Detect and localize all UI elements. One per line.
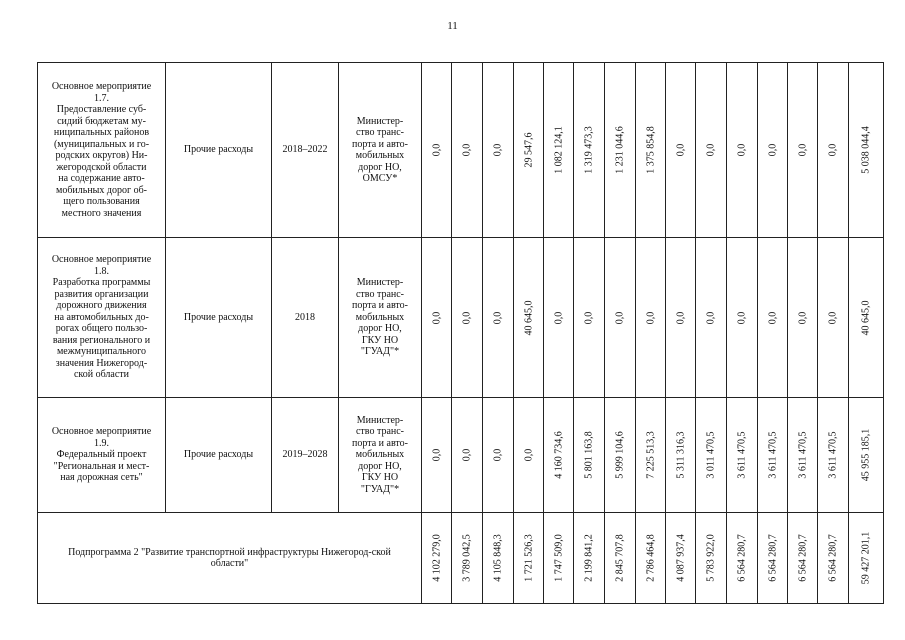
- value-text: 4 102 279,0: [430, 534, 442, 582]
- measure-line: Разработка программы: [52, 277, 151, 289]
- period-cell: 2018: [272, 238, 339, 398]
- value-text: 4 105 848,3: [492, 534, 504, 582]
- value-text: 5 783 922,0: [705, 534, 717, 582]
- value-cell: [422, 63, 452, 238]
- value-cell: [727, 63, 758, 238]
- value-cell: [636, 238, 666, 398]
- measure-line: ная дорожная сеть": [60, 472, 143, 484]
- value-cell: [818, 63, 849, 238]
- value-cell: [605, 238, 636, 398]
- executor-line: ОМСУ*: [362, 173, 398, 184]
- value-cell: [696, 398, 727, 513]
- value-text: 0,0: [705, 311, 717, 324]
- value-text: 0,0: [827, 143, 839, 157]
- measure-line: Предоставление суб-: [56, 104, 147, 115]
- value-cell: [483, 398, 514, 513]
- executor-cell: [339, 238, 422, 398]
- subprogram-value-cell: [483, 513, 514, 604]
- value-cell: [818, 238, 849, 398]
- value-cell: [758, 398, 788, 513]
- table-row: [38, 238, 884, 398]
- value-cell: [788, 63, 818, 238]
- value-cell: [666, 238, 696, 398]
- measure-cell: [38, 63, 166, 238]
- value-text: 0,0: [674, 143, 686, 157]
- value-cell: [452, 63, 483, 238]
- measure-line: ской области: [73, 369, 130, 381]
- executor-line: порта и авто-: [352, 437, 408, 449]
- executor-line: ство транс-: [355, 288, 404, 300]
- value-cell: [636, 398, 666, 513]
- value-cell: [605, 63, 636, 238]
- value-text: 1 319 473,3: [583, 126, 595, 174]
- executor-line: Министер-: [356, 115, 404, 127]
- measure-line: значения Нижегород-: [55, 357, 148, 369]
- value-cell: [422, 398, 452, 513]
- measure-cell: [38, 398, 166, 513]
- value-cell: [544, 238, 574, 398]
- executor-line: порта и авто-: [352, 300, 408, 312]
- value-cell: [696, 63, 727, 238]
- value-text: 6 564 280,7: [827, 534, 839, 582]
- value-cell: [452, 238, 483, 398]
- value-text: 40 645,0: [522, 300, 534, 335]
- value-cell: [849, 63, 884, 238]
- value-text: 2 786 464,8: [644, 534, 656, 582]
- executor-cell: [339, 63, 422, 238]
- value-text: 6 564 280,7: [766, 534, 778, 582]
- value-text: 4 160 734,6: [552, 431, 564, 479]
- value-text: 0,0: [461, 448, 473, 462]
- value-text: 0,0: [522, 448, 534, 462]
- executor-line: мобильных: [355, 150, 405, 161]
- measure-line: на содержание авто-: [58, 173, 145, 184]
- executor-line: мобильных: [355, 311, 405, 323]
- measure-line: (муниципальных и го-: [53, 138, 150, 150]
- table-row: [38, 63, 884, 238]
- value-cell: [788, 398, 818, 513]
- value-cell: [636, 63, 666, 238]
- measure-line: Основное мероприятие: [51, 81, 152, 92]
- measure-line: 1.7.: [94, 92, 109, 104]
- executor-line: дорог НО,: [358, 323, 402, 335]
- expense-category: Прочие расходы: [166, 63, 272, 238]
- value-text: 40 645,0: [860, 300, 872, 335]
- value-cell: [514, 238, 544, 398]
- value-cell: [514, 398, 544, 513]
- value-text: 3 611 470,5: [796, 431, 808, 479]
- measure-line: Основное мероприятие: [51, 426, 152, 438]
- value-cell: [849, 238, 884, 398]
- measure-line: Основное мероприятие: [51, 254, 152, 266]
- value-text: 0,0: [827, 311, 839, 324]
- value-text: 1 747 509,0: [552, 534, 564, 582]
- period-cell: 2019–2028: [272, 398, 339, 513]
- measure-line: "Региональная и мест-: [53, 460, 150, 472]
- value-text: 0,0: [766, 143, 778, 157]
- value-text: 3 011 470,5: [705, 431, 717, 479]
- value-text: 1 375 854,8: [644, 126, 656, 174]
- value-text: 6 564 280,7: [736, 534, 748, 582]
- measure-line: дорожного движения: [56, 300, 147, 312]
- value-cell: [849, 398, 884, 513]
- expense-category: Прочие расходы: [166, 238, 272, 398]
- subprogram-value-cell: [422, 513, 452, 604]
- subprogram-value-cell: [696, 513, 727, 604]
- subprogram-value-cell: [788, 513, 818, 604]
- value-text: 0,0: [674, 311, 686, 324]
- value-text: 0,0: [736, 143, 748, 157]
- value-cell: [422, 238, 452, 398]
- executor-line: Министер-: [356, 414, 404, 426]
- value-text: 1 721 526,3: [522, 534, 534, 582]
- value-text: 1 082 124,1: [552, 126, 564, 174]
- value-cell: [727, 398, 758, 513]
- measure-line: ниципальных районов: [53, 127, 150, 138]
- value-text: 7 225 513,3: [644, 431, 656, 479]
- value-text: 29 547,6: [522, 132, 534, 168]
- value-cell: [574, 63, 605, 238]
- value-text: 1 231 044,6: [614, 126, 626, 174]
- value-cell: [544, 63, 574, 238]
- value-text: 3 611 470,5: [736, 431, 748, 479]
- value-text: 0,0: [430, 311, 442, 324]
- subprogram-value-cell: [636, 513, 666, 604]
- subprogram-value-cell: [544, 513, 574, 604]
- value-text: 0,0: [492, 448, 504, 462]
- budget-table: [37, 62, 884, 604]
- value-text: 0,0: [430, 143, 442, 157]
- value-cell: [666, 63, 696, 238]
- value-text: 0,0: [614, 311, 626, 324]
- value-text: 5 038 044,4: [860, 126, 872, 174]
- measure-line: межмуниципального: [56, 346, 147, 358]
- value-text: 0,0: [430, 448, 442, 462]
- value-cell: [788, 238, 818, 398]
- value-cell: [666, 398, 696, 513]
- measure-line: жегородской области: [56, 161, 147, 173]
- measure-cell: [38, 238, 166, 398]
- period-cell: 2018–2022: [272, 63, 339, 238]
- value-text: 45 955 185,1: [860, 428, 872, 482]
- value-cell: [574, 398, 605, 513]
- value-text: 0,0: [583, 311, 595, 324]
- subprogram-row: [38, 513, 884, 604]
- subprogram-value-cell: [514, 513, 544, 604]
- measure-line: мобильных дорог об-: [56, 184, 147, 196]
- value-cell: [605, 398, 636, 513]
- value-cell: [483, 63, 514, 238]
- subprogram-value-cell: [727, 513, 758, 604]
- executor-line: "ГУАД"*: [360, 483, 400, 495]
- executor-line: дорог НО,: [358, 460, 402, 472]
- value-cell: [727, 238, 758, 398]
- expense-category: Прочие расходы: [166, 398, 272, 513]
- value-text: 59 427 201,1: [860, 531, 872, 585]
- subprogram-value-cell: [849, 513, 884, 604]
- executor-line: дорог НО,: [358, 161, 402, 173]
- value-text: 0,0: [492, 311, 504, 324]
- measure-line: щего пользования: [63, 196, 140, 207]
- value-cell: [758, 238, 788, 398]
- value-text: 3 789 042,5: [461, 534, 473, 582]
- subprogram-name: Подпрограмма 2 "Развитие транспортной инфраструктуры Нижегород-ской области": [38, 513, 422, 604]
- measure-line: сидий бюджетам му-: [57, 115, 146, 127]
- value-text: 0,0: [644, 311, 656, 324]
- page-number: 11: [447, 20, 458, 32]
- value-cell: [696, 238, 727, 398]
- measure-line: вания регионального и: [52, 334, 151, 346]
- value-text: 0,0: [461, 311, 473, 324]
- measure-line: рогах общего пользо-: [55, 323, 148, 335]
- measure-line: на автомобильных до-: [54, 311, 149, 323]
- value-cell: [452, 398, 483, 513]
- value-text: 2 199 841,2: [583, 534, 595, 582]
- measure-line: родских округов) Ни-: [55, 150, 148, 161]
- value-text: 0,0: [796, 143, 808, 157]
- value-text: 0,0: [705, 143, 717, 157]
- executor-line: мобильных: [355, 449, 405, 461]
- executor-line: Министер-: [356, 277, 404, 289]
- subprogram-value-cell: [605, 513, 636, 604]
- executor-cell: [339, 398, 422, 513]
- measure-line: 1.9.: [94, 437, 109, 449]
- executor-line: ГКУ НО: [361, 334, 399, 346]
- value-text: 5 999 104,6: [614, 431, 626, 479]
- measure-line: развития организации: [54, 288, 149, 300]
- subprogram-value-cell: [666, 513, 696, 604]
- table-row: [38, 398, 884, 513]
- value-text: 6 564 280,7: [796, 534, 808, 582]
- executor-line: "ГУАД"*: [360, 346, 400, 358]
- value-cell: [758, 63, 788, 238]
- measure-line: Федеральный проект: [56, 449, 147, 461]
- measure-line: 1.8.: [94, 265, 109, 277]
- value-cell: [483, 238, 514, 398]
- subprogram-value-cell: [574, 513, 605, 604]
- subprogram-value-cell: [758, 513, 788, 604]
- value-cell: [514, 63, 544, 238]
- value-text: 0,0: [461, 143, 473, 157]
- value-cell: [544, 398, 574, 513]
- value-text: 5 801 163,8: [583, 431, 595, 479]
- value-text: 0,0: [552, 311, 564, 324]
- executor-line: ство транс-: [355, 127, 404, 138]
- value-text: 0,0: [736, 311, 748, 324]
- executor-line: порта и авто-: [352, 138, 408, 150]
- value-text: 3 611 470,5: [827, 431, 839, 479]
- value-text: 4 087 937,4: [674, 534, 686, 582]
- value-text: 0,0: [766, 311, 778, 324]
- value-cell: [818, 398, 849, 513]
- executor-line: ство транс-: [355, 426, 404, 438]
- value-text: 0,0: [796, 311, 808, 324]
- subprogram-value-cell: [818, 513, 849, 604]
- value-cell: [574, 238, 605, 398]
- value-text: 0,0: [492, 143, 504, 157]
- measure-line: местного значения: [61, 207, 142, 219]
- subprogram-value-cell: [452, 513, 483, 604]
- value-text: 2 845 707,8: [614, 534, 626, 582]
- value-text: 3 611 470,5: [766, 431, 778, 479]
- value-text: 5 311 316,3: [674, 431, 686, 479]
- executor-line: ГКУ НО: [361, 472, 399, 484]
